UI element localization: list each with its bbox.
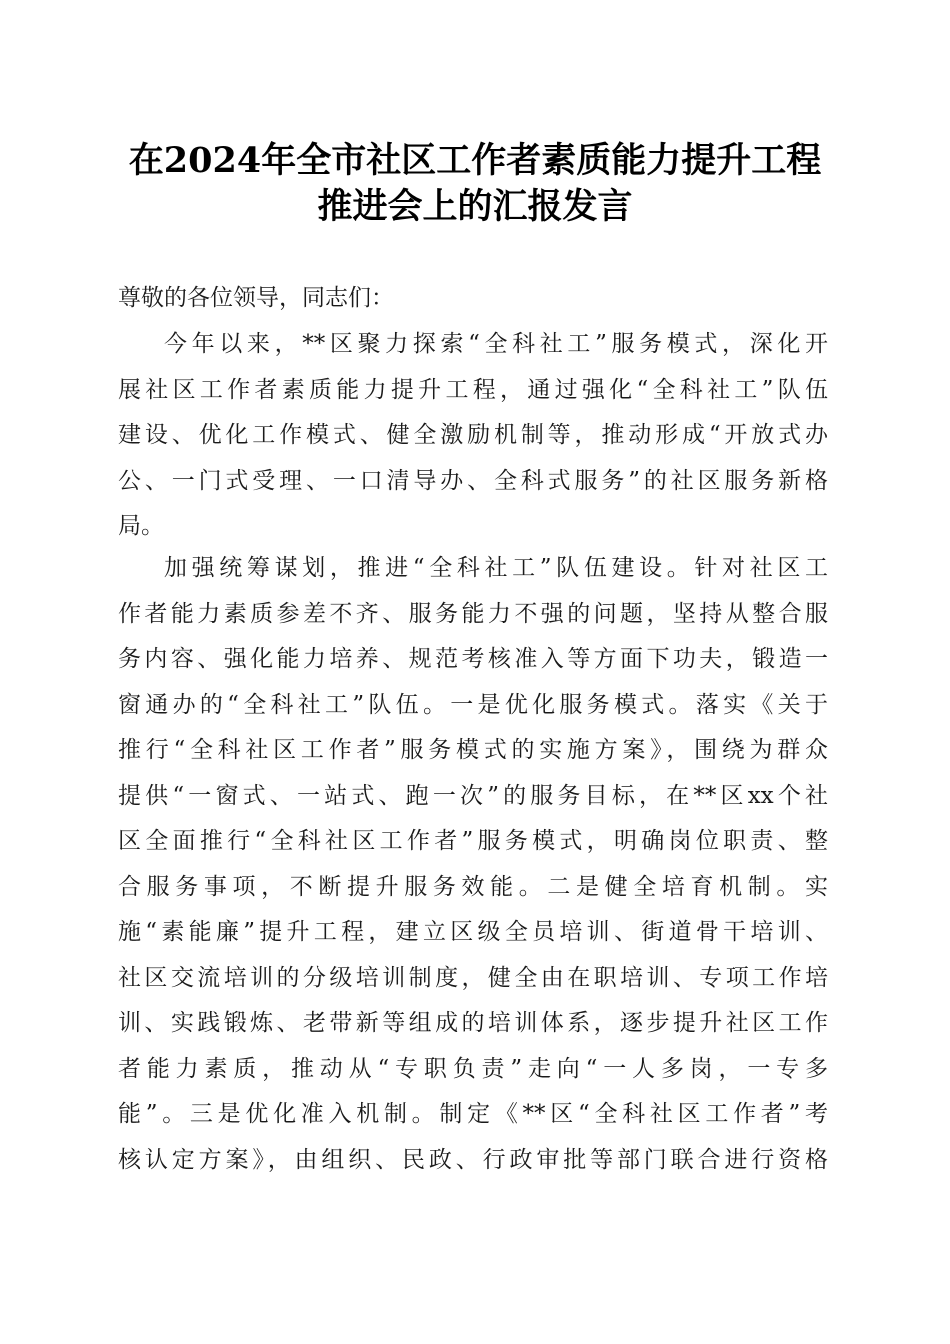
paragraph-1 <box>118 322 828 550</box>
paragraph-line: 者能力素质，推动从“专职负责”走向“一人多岗，一专多 <box>118 1055 828 1082</box>
paragraph-line: 窗通办的“全科社工”队伍。一是优化服务模式。落实《关于 <box>118 691 828 718</box>
paragraph-line: 局。 <box>118 513 164 539</box>
document-title-line-2: 推进会上的汇报发言 <box>317 186 633 227</box>
paragraph-2 <box>118 546 828 1183</box>
salutation: 尊敬的各位领导，同志们： <box>118 285 394 311</box>
paragraph-line: 加强统筹谋划，推进“全科社工”队伍建设。针对社区工 <box>164 555 828 581</box>
paragraph-line: 今年以来，**区聚力探索“全科社工”服务模式，深化开 <box>164 331 828 357</box>
document-title-line-1: 在2024年全市社区工作者素质能力提升工程 <box>128 140 822 181</box>
paragraph-line: 公、一门式受理、一口清导办、全科式服务”的社区服务新格 <box>118 467 828 494</box>
paragraph-line: 作者能力素质参差不齐、服务能力不强的问题，坚持从整合服 <box>118 600 828 627</box>
paragraph-line: 务内容、强化能力培养、规范考核准入等方面下功夫，锻造一 <box>118 646 828 672</box>
paragraph-line: 施“素能廉”提升工程，建立区级全员培训、街道骨干培训、 <box>118 919 828 945</box>
paragraph-line: 展社区工作者素质能力提升工程，通过强化“全科社工”队伍 <box>118 376 828 403</box>
paragraph-line: 推行“全科社区工作者”服务模式的实施方案》，围绕为群众 <box>118 737 828 763</box>
paragraph-line: 提供“一窗式、一站式、跑一次”的服务目标，在**区xx个社 <box>118 782 828 809</box>
paragraph-line: 能”。三是优化准入机制。制定《**区“全科社区工作者”考 <box>118 1101 828 1127</box>
paragraph-line: 社区交流培训的分级培训制度，健全由在职培训、专项工作培 <box>118 964 828 991</box>
paragraph-line: 合服务事项，不断提升服务效能。二是健全培育机制。实 <box>118 873 828 900</box>
paragraph-line: 区全面推行“全科社区工作者”服务模式，明确岗位职责、整 <box>118 828 828 854</box>
paragraph-line: 核认定方案》，由组织、民政、行政审批等部门联合进行资格 <box>118 1146 828 1173</box>
paragraph-line: 训、实践锻炼、老带新等组成的培训体系，逐步提升社区工作 <box>118 1010 828 1036</box>
paragraph-line: 建设、优化工作模式、健全激励机制等，推动形成“开放式办 <box>118 422 828 448</box>
